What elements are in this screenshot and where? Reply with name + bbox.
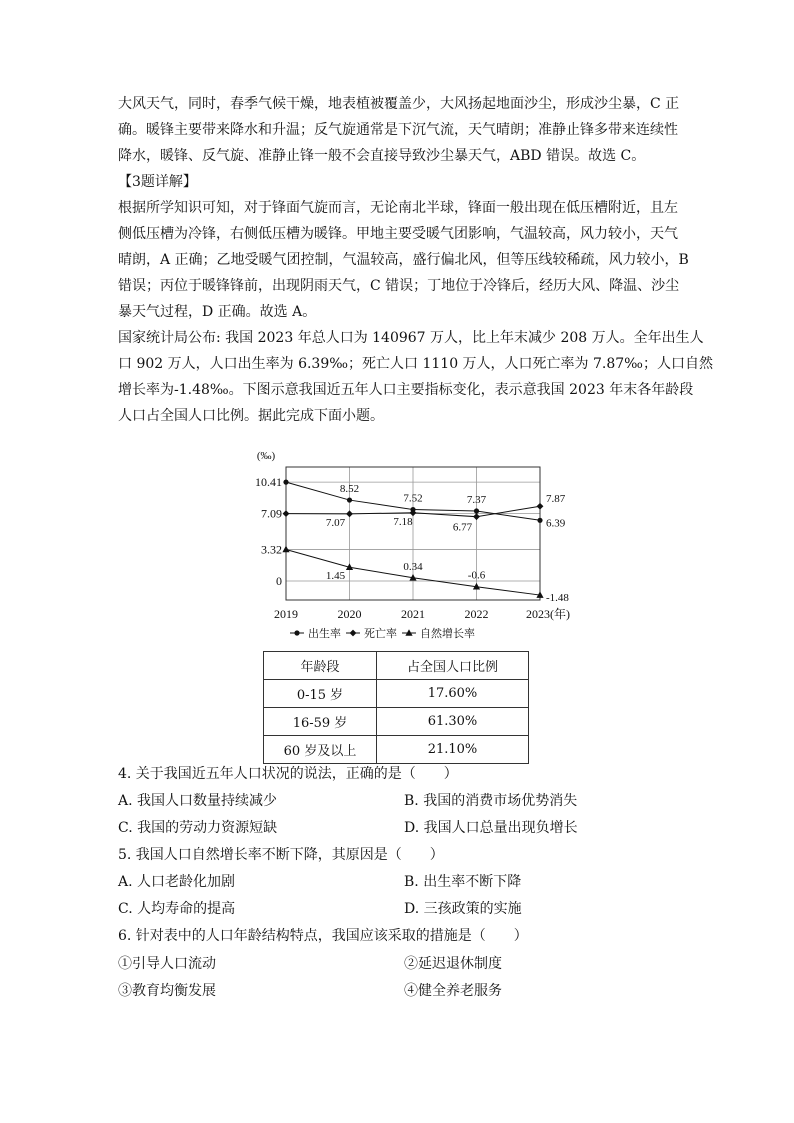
legend-marker bbox=[294, 630, 299, 635]
text-line: 确。暖锋主要带来降水和升温；反气旋通常是下沉气流，天气晴朗；准静止锋多带来连续性 bbox=[118, 122, 678, 138]
text-line: 错误；丙位于暖锋锋前，出现阴雨天气，C 错误；丁地位于冷锋后，经历大风、降温、沙尘 bbox=[118, 278, 680, 294]
section-heading: 【3题详解】 bbox=[118, 174, 197, 190]
question-option: ①引导人口流动 bbox=[118, 956, 216, 972]
material-paragraph bbox=[118, 325, 713, 429]
data-point bbox=[346, 510, 353, 517]
question-option: B. 我国的消费市场优势消失 bbox=[404, 793, 578, 809]
table-cell: 61.30% bbox=[377, 708, 529, 736]
text-line: 暴天气过程，D 正确。故选 A。 bbox=[118, 304, 317, 320]
data-label: 8.52 bbox=[339, 483, 360, 496]
text-line: 人口占全国人口比例。据此完成下面小题。 bbox=[118, 408, 384, 424]
age-structure-table bbox=[263, 651, 529, 764]
text-line: 口 902 万人，人口出生率为 6.39‰；死亡人口 1110 万人，人口死亡率为 7.87‰；人口自然 bbox=[118, 356, 713, 372]
data-label: -1.48 bbox=[546, 592, 569, 605]
text-line: 增长率为-1.48‰。下图示意我国近五年人口主要指标变化，表示意我国 2023 年末各年龄段 bbox=[118, 382, 694, 398]
y-tick-label: 7.09 bbox=[261, 506, 282, 521]
table-row bbox=[264, 736, 529, 764]
data-label: 1.45 bbox=[325, 570, 346, 583]
y-tick-label: 3.32 bbox=[261, 542, 282, 557]
unit-label: (‰) bbox=[256, 450, 276, 462]
data-label: 7.07 bbox=[325, 516, 346, 529]
chart-svg bbox=[240, 445, 570, 650]
data-label: 7.18 bbox=[393, 515, 413, 528]
data-label: 6.77 bbox=[452, 521, 473, 534]
text-line: 根据所学知识可知，对于锋面气旋而言，无论南北半球，锋面一般出现在低压槽附近，且左 bbox=[118, 200, 678, 216]
data-point bbox=[282, 546, 289, 553]
question-option: A. 人口老龄化加剧 bbox=[118, 874, 236, 890]
data-point bbox=[283, 510, 290, 517]
table-header-cell: 占全国人口比例 bbox=[377, 652, 529, 680]
legend-label: 死亡率 bbox=[364, 628, 397, 640]
data-label: 7.52 bbox=[403, 492, 423, 505]
data-point bbox=[537, 503, 544, 510]
text-line: 降水，暖锋、反气旋、准静止锋一般不会直接导致沙尘暴天气，ABD 错误。故选 C。 bbox=[118, 148, 646, 164]
legend-marker bbox=[350, 630, 357, 637]
table-cell: 60 岁及以上 bbox=[264, 736, 377, 764]
question-option: D. 我国人口总量出现负增长 bbox=[404, 820, 578, 836]
data-point bbox=[537, 518, 542, 523]
data-label: 6.39 bbox=[546, 517, 566, 530]
x-tick-label: 2022 bbox=[464, 607, 489, 621]
detail-section bbox=[118, 169, 689, 325]
question-stem: 6. 针对表中的人口年龄结构特点，我国应该采取的措施是（ ） bbox=[118, 928, 528, 944]
table-cell: 21.10% bbox=[377, 736, 529, 764]
legend-label: 自然增长率 bbox=[420, 628, 475, 640]
y-tick-label: 0 bbox=[276, 574, 282, 588]
x-tick-label: 2019 bbox=[274, 607, 298, 621]
question-stem: 4. 关于我国近五年人口状况的说法，正确的是（ ） bbox=[118, 766, 458, 782]
question-option: ④健全养老服务 bbox=[404, 983, 502, 999]
data-point bbox=[347, 497, 352, 502]
table-header-cell: 年龄段 bbox=[264, 652, 377, 680]
table-row bbox=[264, 708, 529, 736]
data-label: 0.34 bbox=[403, 560, 423, 573]
text-line: 大风天气，同时，春季气候干燥，地表植被覆盖少，大风扬起地面沙尘，形成沙尘暴，C 正 bbox=[118, 96, 680, 112]
question-option: ②延迟退休制度 bbox=[404, 956, 502, 972]
table-cell: 16-59 岁 bbox=[264, 708, 377, 736]
table-cell: 17.60% bbox=[377, 680, 529, 708]
question-stem: 5. 我国人口自然增长率不断下降，其原因是（ ） bbox=[118, 847, 444, 863]
text-line: 国家统计局公布: 我国 2023 年总人口为 140967 万人，比上年末减少 208 万人。全年出生人 bbox=[118, 330, 704, 346]
data-label: 7.37 bbox=[466, 493, 487, 506]
question-option: C. 人均寿命的提高 bbox=[118, 901, 236, 917]
legend-label: 出生率 bbox=[308, 628, 341, 640]
question-option: ③教育均衡发展 bbox=[118, 983, 216, 999]
table-cell: 0-15 岁 bbox=[264, 680, 377, 708]
data-point bbox=[283, 480, 288, 485]
data-point bbox=[473, 513, 480, 520]
intro-paragraph bbox=[118, 91, 683, 169]
text-line: 侧低压槽为冷锋，右侧低压槽为暖锋。甲地主要受暖气团影响，气温较高，风力较小，天气 bbox=[118, 226, 678, 242]
x-tick-label: 2020 bbox=[337, 607, 362, 621]
table-row bbox=[264, 680, 529, 708]
text-line: 晴朗，A 正确；乙地受暖气团控制，气温较高，盛行偏北风，但等压线较稀疏，风力较小，B bbox=[118, 252, 689, 268]
question-option: B. 出生率不断下降 bbox=[404, 874, 522, 890]
question-option: C. 我国的劳动力资源短缺 bbox=[118, 820, 278, 836]
question-option: A. 我国人口数量持续减少 bbox=[118, 793, 278, 809]
data-label: -0.6 bbox=[467, 569, 486, 582]
data-point bbox=[474, 508, 479, 513]
y-tick-label: 10.41 bbox=[255, 475, 282, 490]
population-line-chart bbox=[240, 445, 570, 650]
x-tick-label: 2021 bbox=[401, 607, 425, 621]
data-label: 7.87 bbox=[546, 493, 566, 506]
x-tick-label: 2023(年) bbox=[526, 607, 570, 621]
question-option: D. 三孩政策的实施 bbox=[404, 901, 522, 917]
table-header-row bbox=[264, 652, 529, 680]
